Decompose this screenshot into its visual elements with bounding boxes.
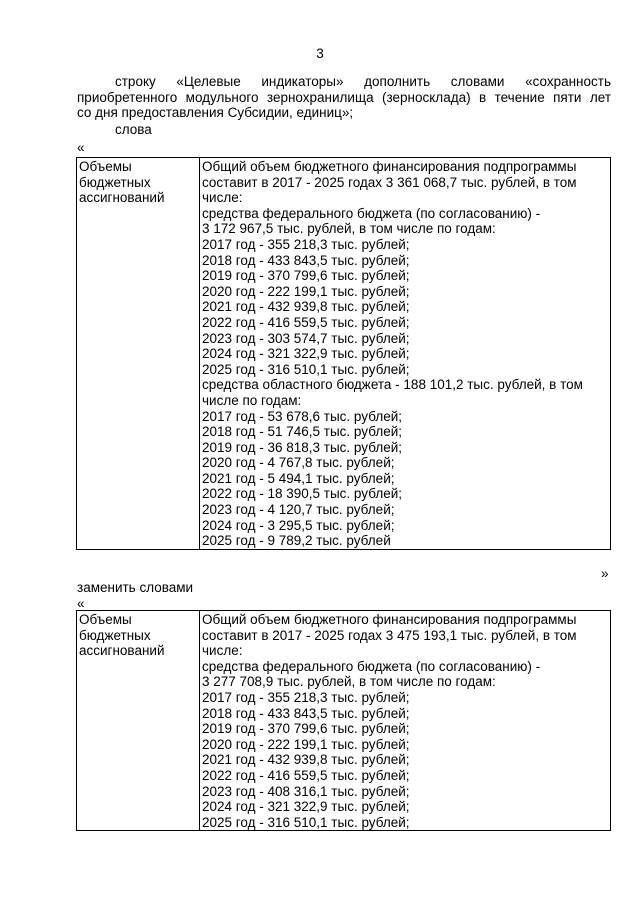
financing-line: 2025 год - 316 510,1 тыс. рублей; [202,361,410,377]
financing-line: Общий объем бюджетного финансирования подпрограммы [202,159,577,174]
intro-line: со дня предоставления Субсидии, единиц»; [77,105,354,120]
financing-line: 2024 год - 321 322,9 тыс. рублей; [202,799,410,815]
financing-line: средства федерального бюджета (по согласованию) - [202,658,541,674]
label-replace: заменить словами [77,580,194,595]
financing-line: 2017 год - 53 678,6 тыс. рублей; [202,408,402,424]
financing-line: 2018 год - 433 843,5 тыс. рублей; [202,252,410,268]
financing-line: 2023 год - 303 574,7 тыс. рублей; [202,330,410,346]
budget-table-new [76,610,611,831]
financing-line: числе: [202,643,243,659]
financing-line: 2017 год - 355 218,3 тыс. рублей; [202,689,410,705]
financing-line: 2025 год - 316 510,1 тыс. рублей; [202,814,410,830]
financing-line: 2020 год - 222 199,1 тыс. рублей; [202,283,410,299]
financing-line: 2022 год - 416 559,5 тыс. рублей; [202,314,410,330]
financing-line: Общий объем бюджетного финансирования подпрограммы [202,612,577,627]
financing-line: 2023 год - 408 316,1 тыс. рублей; [202,783,410,799]
quote-close: » [601,566,609,581]
financing-line: числе: [202,190,243,206]
left-cell-line: Объемы [79,159,132,174]
financing-line: 2018 год - 433 843,5 тыс. рублей; [202,705,410,721]
financing-line: 2021 год - 432 939,8 тыс. рублей; [202,299,410,315]
financing-line: составит в 2017 - 2025 годах 3 361 068,7 тыс. рублей, в том [202,174,577,190]
quote-open-1: « [77,140,85,155]
table-right-cell [200,611,611,831]
financing-line: 2019 год - 370 799,6 тыс. рублей; [202,721,410,737]
table-row [77,158,611,550]
financing-line: 2020 год - 4 767,8 тыс. рублей; [202,455,395,471]
financing-line: числе по годам: [202,392,302,408]
table-left-cell [77,611,200,831]
budget-table-old [76,157,611,550]
left-cell-line: бюджетных [79,627,151,643]
table-left-cell [77,158,200,550]
financing-line: средства областного бюджета - 188 101,2 тыс. рублей, в том [202,377,583,393]
financing-line: 2019 год - 370 799,6 тыс. рублей; [202,268,410,284]
intro-line: приобретенного модульного зернохранилища (зерносклада) в течение пяти лет [77,89,611,105]
left-cell-line: ассигнований [79,190,165,206]
financing-line: 3 172 967,5 тыс. рублей, в том числе по годам: [202,221,496,237]
page-number: 3 [316,46,324,61]
left-cell-line: Объемы [79,612,132,627]
financing-line: 2023 год - 4 120,7 тыс. рублей; [202,502,395,518]
financing-line: 2024 год - 321 322,9 тыс. рублей; [202,346,410,362]
financing-line: 2020 год - 222 199,1 тыс. рублей; [202,736,410,752]
financing-line: 2022 год - 18 390,5 тыс. рублей; [202,486,402,502]
left-cell-line: бюджетных [79,174,151,190]
intro-line: строку «Целевые индикаторы» дополнить словами «сохранность [115,74,611,89]
table-row [77,611,611,831]
label-words: слова [115,122,152,137]
financing-line: 2022 год - 416 559,5 тыс. рублей; [202,767,410,783]
financing-line: составит в 2017 - 2025 годах 3 475 193,1 тыс. рублей, в том [202,627,577,643]
intro-paragraph [77,74,611,121]
financing-line: 2019 год - 36 818,3 тыс. рублей; [202,439,402,455]
financing-line: 2021 год - 432 939,8 тыс. рублей; [202,752,410,768]
financing-line: 2021 год - 5 494,1 тыс. рублей; [202,470,395,486]
financing-line: 2018 год - 51 746,5 тыс. рублей; [202,424,402,440]
financing-line: 2025 год - 9 789,2 тыс. рублей [202,533,391,549]
financing-line: 2024 год - 3 295,5 тыс. рублей; [202,517,395,533]
financing-line: средства федерального бюджета (по согласованию) - [202,205,541,221]
table-right-cell [200,158,611,550]
quote-open-2: « [77,596,85,611]
left-cell-line: ассигнований [79,643,165,659]
financing-line: 3 277 708,9 тыс. рублей, в том числе по годам: [202,674,496,690]
financing-line: 2017 год - 355 218,3 тыс. рублей; [202,236,410,252]
